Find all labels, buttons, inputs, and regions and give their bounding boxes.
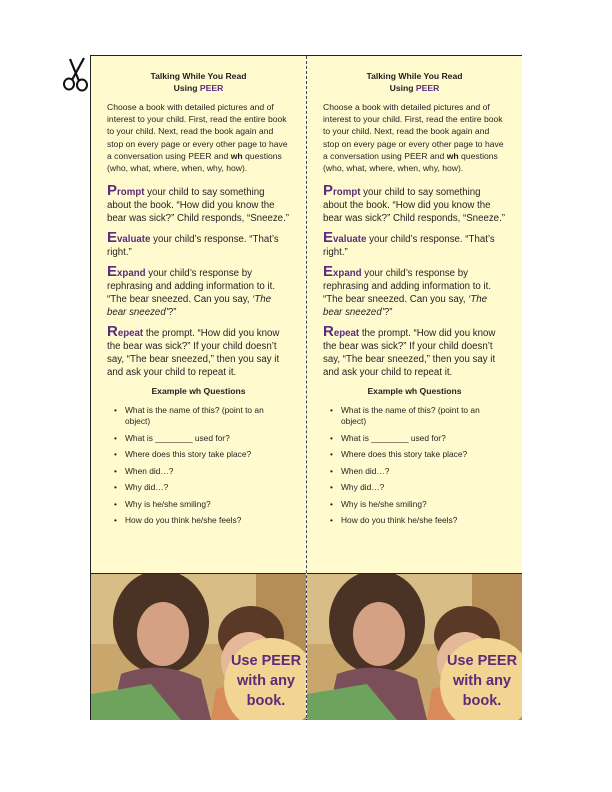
- intro-paragraph: Choose a book with detailed pictures and of interest to your child. First, read the entire book to your child. Next, read the book again and stop on every page or every other page to have a conversation using PEER and wh questions (who, what, where, when, why, how).: [323, 102, 504, 174]
- list-item: • What is ________ used for?: [341, 433, 506, 444]
- step-expand: Expand your child’s response by rephrasing and adding information to it. “The bear sneezed. Can you say, ‘The bear sneezed’?”: [107, 263, 276, 319]
- use-peer-badge: Use PEER with any book.: [440, 638, 522, 720]
- bookmark-card-left: [91, 56, 306, 719]
- step-prompt: Prompt your child to say something about the book. “How did you know the bear was sick?” Child responds, “Sneeze.”: [107, 182, 289, 225]
- list-item: • When did…?: [341, 466, 506, 477]
- card-title: Talking While You Read Using PEER: [150, 71, 247, 93]
- reading-photo: [307, 573, 522, 720]
- peer-accent: PEER: [199, 83, 224, 93]
- step-repeat: Repeat the prompt. “How did you know the bear was sick?” If your child doesn’t say, “The bear sneezed,” then you say it and ask your child to repeat it.: [323, 323, 496, 379]
- question-list: [323, 405, 506, 526]
- list-item: • Why did…?: [125, 482, 290, 493]
- step-repeat: Repeat the prompt. “How did you know the bear was sick?” If your child doesn’t say, “The bear sneezed,” then you say it and ask your child to repeat it.: [107, 323, 280, 379]
- list-item: • When did…?: [125, 466, 290, 477]
- list-item: • What is the name of this? (point to an object): [125, 405, 290, 427]
- use-peer-badge: Use PEER with any book.: [224, 638, 306, 720]
- examples-title: Example wh Questions: [151, 386, 246, 397]
- list-item: • What is the name of this? (point to an object): [341, 405, 506, 427]
- list-item: • How do you think he/she feels?: [125, 515, 290, 526]
- list-item: • Why did…?: [341, 482, 506, 493]
- list-item: • What is ________ used for?: [125, 433, 290, 444]
- question-list: [107, 405, 290, 526]
- reading-photo: [91, 573, 306, 720]
- bookmark-card-right: [307, 56, 522, 719]
- intro-paragraph: Choose a book with detailed pictures and of interest to your child. First, read the entire book to your child. Next, read the book again and stop on every page or every other page to have a conversation using PEER and wh questions (who, what, where, when, why, how).: [107, 102, 288, 174]
- step-expand: Expand your child’s response by rephrasing and adding information to it. “The bear sneezed. Can you say, ‘The bear sneezed’?”: [323, 263, 492, 319]
- examples-title: Example wh Questions: [367, 386, 462, 397]
- text-panel: [307, 56, 522, 573]
- step-evaluate: Evaluate your child’s response. “That’s right.”: [323, 229, 495, 259]
- list-item: • Why is he/she smiling?: [125, 499, 290, 510]
- text-panel: [91, 56, 306, 573]
- step-evaluate: Evaluate your child’s response. “That’s right.”: [107, 229, 279, 259]
- list-item: • Why is he/she smiling?: [341, 499, 506, 510]
- card-title: Talking While You Read Using PEER: [366, 71, 463, 93]
- peer-accent: PEER: [415, 83, 440, 93]
- step-prompt: Prompt your child to say something about the book. “How did you know the bear was sick?” Child responds, “Sneeze.”: [323, 182, 505, 225]
- list-item: • How do you think he/she feels?: [341, 515, 506, 526]
- list-item: • Where does this story take place?: [341, 449, 506, 460]
- scissors-icon: [62, 56, 90, 92]
- list-item: • Where does this story take place?: [125, 449, 290, 460]
- cut-line: [306, 56, 307, 718]
